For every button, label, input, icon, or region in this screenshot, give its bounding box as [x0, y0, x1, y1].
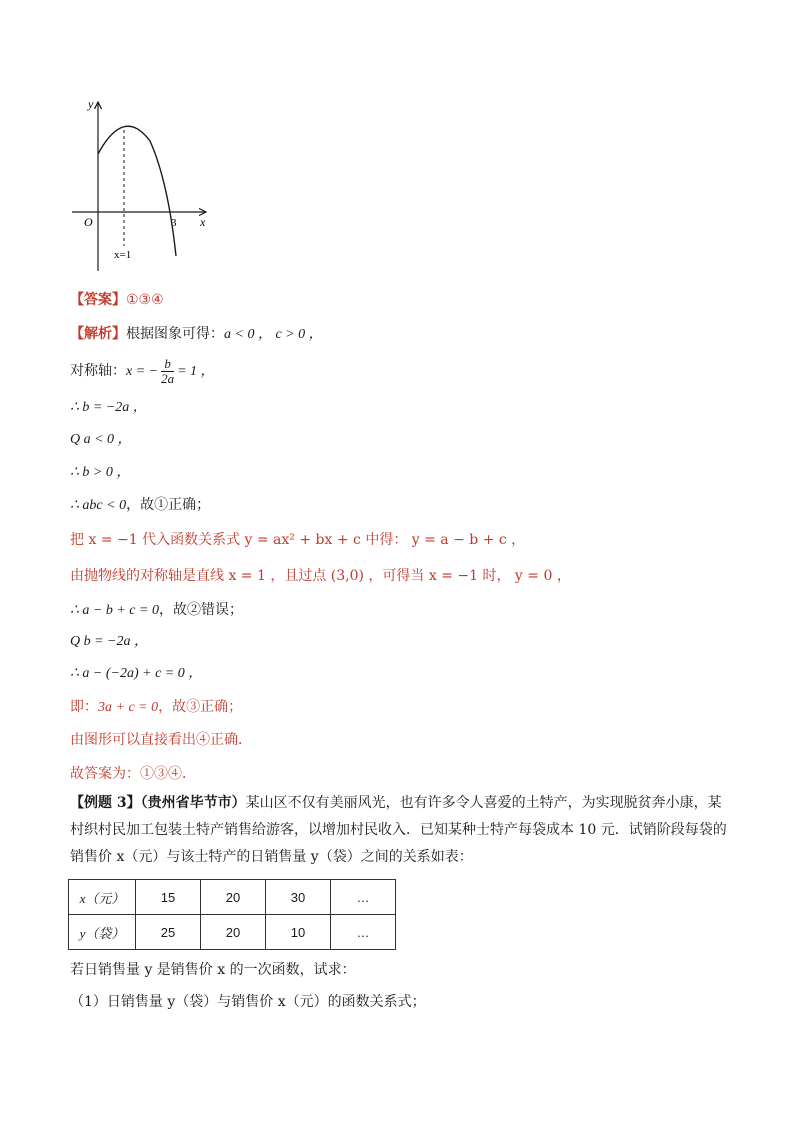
- step-line-2: Q a < 0 ，: [70, 432, 132, 447]
- step-7-math: ∴ a − b + c = 0: [70, 603, 159, 618]
- symmetry-lhs: x = −: [126, 364, 159, 379]
- analysis-intro: [70, 324, 323, 345]
- analysis-tag: 【解析】: [70, 326, 126, 342]
- table-header-x: x（元）: [69, 880, 136, 915]
- example-tag: 【例题 3】: [70, 795, 141, 811]
- step-line-11: 由图形可以直接看出④正确．: [70, 732, 252, 748]
- step-line-8: Q b = −2a ，: [70, 634, 149, 649]
- step-10-math: 3a + c = 0: [98, 700, 159, 715]
- origin-label: O: [84, 215, 93, 229]
- table-cell: …: [331, 880, 396, 915]
- table-cell: …: [331, 915, 396, 950]
- step-4-math: ∴ abc < 0: [70, 498, 127, 513]
- conclusion-line: 故答案为：①③④．: [70, 766, 196, 782]
- parabola-curve: [98, 126, 176, 256]
- symmetry-fraction: [161, 357, 174, 386]
- answer-line: [70, 290, 164, 310]
- step-10-text: ，故③正确；: [158, 699, 243, 715]
- symmetry-label-text: 对称轴：: [70, 363, 126, 379]
- table-row: [69, 880, 396, 915]
- step-7-text: ，故②错误；: [158, 602, 243, 618]
- table-cell: 30: [266, 880, 331, 915]
- example-source: （贵州省毕节市）: [140, 795, 246, 811]
- after-table-text: 若日销售量 y 是销售价 x 的一次函数，试求：: [70, 962, 356, 978]
- fraction-denominator: 2a: [161, 370, 175, 386]
- table-cell: 20: [201, 880, 266, 915]
- y-axis-label: y: [88, 97, 94, 111]
- step-line-6: 由抛物线的对称轴是直线 x = 1 ，且过点 (3,0) ，可得当 x = −1 时， y = 0 ，: [70, 568, 571, 584]
- table-row: [69, 915, 396, 950]
- analysis-cond: a < 0 ， c > 0 ，: [224, 327, 323, 342]
- table-header-y: y（袋）: [69, 915, 136, 950]
- step-line-9: ∴ a − (−2a) + c = 0 ，: [70, 666, 203, 681]
- symmetry-line: [70, 356, 215, 387]
- x-axis-label: x: [200, 215, 206, 229]
- symmetry-label: x=1: [114, 249, 132, 261]
- step-line-3: ∴ b > 0 ，: [70, 465, 131, 480]
- step-line-7: [70, 600, 243, 621]
- answer-tag: 【答案】: [70, 292, 126, 308]
- table-cell: 20: [201, 915, 266, 950]
- fraction-numerator: b: [161, 357, 174, 372]
- question-1: （1）日销售量 y（袋）与销售价 x（元）的函数关系式；: [70, 994, 426, 1010]
- root-label: 3: [171, 217, 177, 229]
- step-line-1: ∴ b = −2a ，: [70, 400, 147, 415]
- step-10-pre: 即：: [70, 699, 98, 715]
- step-line-5: 把 x = −1 代入函数关系式 y = ax² + bx + c 中得： y = a − b + c ，: [70, 532, 526, 548]
- answer-value: ①③④: [126, 292, 164, 308]
- table-cell: 15: [136, 880, 201, 915]
- example-paragraph: [70, 790, 730, 871]
- symmetry-rhs: = 1 ，: [177, 364, 215, 379]
- analysis-intro-text: 根据图象可得：: [126, 326, 224, 342]
- price-sales-table: [68, 879, 396, 950]
- step-line-4: [70, 495, 210, 516]
- step-line-10: [70, 697, 242, 718]
- example-text: 某山区不仅有美丽风光，也有许多令人喜爱的土特产，为实现脱贫奔小康，某村织村民加工包装土特产销售给游客，以增加村民收入．已知某种士特产每袋成本 10 元．试销阶段每袋的销售价 x（元）与该士特产的日销售量 y（袋）之间的关系如表：: [70, 795, 727, 865]
- parabola-graph: [68, 96, 218, 276]
- table-cell: 25: [136, 915, 201, 950]
- table-cell: 10: [266, 915, 331, 950]
- step-4-text: ，故①正确；: [126, 497, 211, 513]
